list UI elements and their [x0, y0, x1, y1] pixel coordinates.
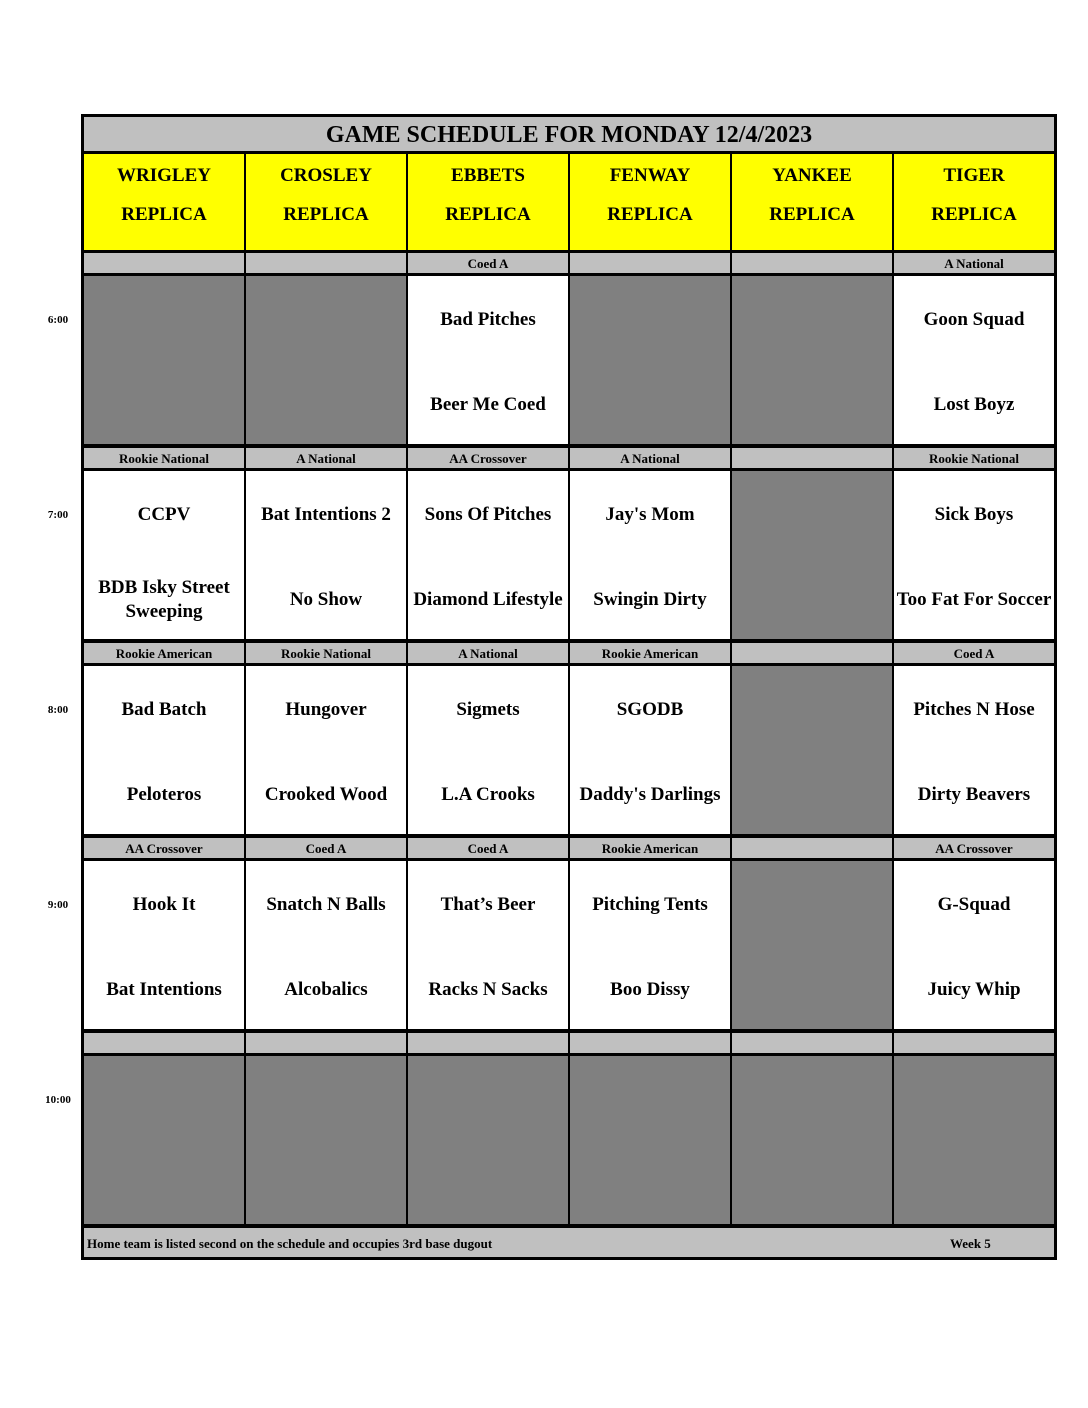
home-team-note: Home team is listed second on the schedule and occupies 3rd base dugout [87, 1236, 493, 1251]
time-labels [0, 0, 80, 1408]
division-label [246, 253, 406, 273]
time-label: 6:00 [47, 314, 69, 326]
away-team: Snatch N Balls [266, 894, 386, 915]
stadium-header [246, 154, 406, 250]
home-team: Alcobalics [284, 979, 368, 1000]
stadium-header [408, 154, 568, 250]
away-team: Goon Squad [923, 309, 1025, 330]
stadium-name: TIGER [943, 165, 1005, 186]
stadium-name: CROSLEY [280, 165, 372, 186]
time-label: 8:00 [47, 704, 69, 716]
time-label: 10:00 [45, 1094, 71, 1106]
stadium-subtitle: REPLICA [445, 204, 531, 225]
stadium-header [84, 154, 244, 250]
game-cell [408, 861, 568, 1029]
division-label: Coed A [246, 838, 406, 858]
game-cell [894, 666, 1054, 834]
division-label: AA Crossover [408, 448, 568, 468]
home-team: No Show [289, 589, 363, 610]
game-cell [84, 666, 244, 834]
week-label: Week 5 [950, 1236, 991, 1251]
empty-game-slot [732, 666, 892, 834]
division-label: A National [570, 448, 730, 468]
division-label: A National [246, 448, 406, 468]
division-label: Rookie American [570, 838, 730, 858]
home-team: Diamond Lifestyle [413, 589, 563, 610]
division-label [894, 1033, 1054, 1053]
away-team: Bad Batch [121, 699, 207, 720]
division-label [732, 643, 892, 663]
game-cell [408, 276, 568, 444]
division-label: AA Crossover [894, 838, 1054, 858]
division-label [732, 1033, 892, 1053]
home-team: Peloteros [126, 784, 202, 805]
empty-game-slot [732, 861, 892, 1029]
stadium-header [570, 154, 730, 250]
division-label: Rookie National [246, 643, 406, 663]
empty-game-slot [732, 471, 892, 639]
home-team: Dirty Beavers [917, 784, 1031, 805]
home-team: Bat Intentions [106, 979, 222, 1000]
division-label: Rookie American [84, 643, 244, 663]
empty-game-slot [246, 276, 406, 444]
division-label: AA Crossover [84, 838, 244, 858]
division-label [84, 253, 244, 273]
division-label: Coed A [894, 643, 1054, 663]
game-cell [246, 471, 406, 639]
away-team: Sick Boys [934, 504, 1014, 525]
away-team: That’s Beer [440, 894, 536, 915]
stadium-name: WRIGLEY [117, 165, 211, 186]
stadium-header [732, 154, 892, 250]
division-label: Coed A [408, 253, 568, 273]
division-label: A National [408, 643, 568, 663]
away-team: Hungover [285, 699, 367, 720]
game-cell [408, 471, 568, 639]
game-cell [246, 666, 406, 834]
empty-game-slot [894, 1056, 1054, 1224]
away-team: Pitching Tents [592, 894, 708, 915]
stadium-name: FENWAY [609, 165, 691, 186]
division-label: Rookie National [894, 448, 1054, 468]
game-cell [408, 666, 568, 834]
empty-game-slot [84, 276, 244, 444]
division-label: A National [894, 253, 1054, 273]
division-label: Rookie National [84, 448, 244, 468]
division-label: Rookie American [570, 643, 730, 663]
home-team: Too Fat For Soccer [896, 589, 1052, 610]
stadium-name: YANKEE [772, 165, 852, 186]
division-label [732, 253, 892, 273]
game-cell [894, 276, 1054, 444]
division-label: Coed A [408, 838, 568, 858]
time-label: 7:00 [47, 509, 69, 521]
away-team: Jay's Mom [605, 504, 695, 525]
schedule-title: GAME SCHEDULE FOR MONDAY 12/4/2023 [84, 117, 1054, 151]
empty-game-slot [246, 1056, 406, 1224]
away-team: Bad Pitches [440, 309, 536, 330]
empty-game-slot [570, 1056, 730, 1224]
home-team: Lost Boyz [933, 394, 1015, 415]
division-label [408, 1033, 568, 1053]
stadium-name: EBBETS [451, 165, 525, 186]
home-team: Racks N Sacks [428, 979, 548, 1000]
away-team: CCPV [137, 504, 191, 525]
division-label [732, 448, 892, 468]
game-cell [894, 861, 1054, 1029]
empty-game-slot [732, 276, 892, 444]
home-team: Juicy Whip [927, 979, 1021, 1000]
division-label [570, 1033, 730, 1053]
stadium-subtitle: REPLICA [607, 204, 693, 225]
game-cell [570, 861, 730, 1029]
game-cell [570, 666, 730, 834]
home-team: Swingin Dirty [593, 589, 707, 610]
home-team: Boo Dissy [610, 979, 690, 1000]
division-label [732, 838, 892, 858]
empty-game-slot [408, 1056, 568, 1224]
empty-game-slot [732, 1056, 892, 1224]
game-cell [894, 471, 1054, 639]
time-label: 9:00 [47, 899, 69, 911]
away-team: Sons Of Pitches [424, 504, 552, 525]
away-team: Bat Intentions 2 [261, 504, 391, 525]
home-team: L.A Crooks [441, 784, 535, 805]
stadium-subtitle: REPLICA [769, 204, 855, 225]
game-cell [246, 861, 406, 1029]
division-label [246, 1033, 406, 1053]
division-label [570, 253, 730, 273]
home-team: Crooked Wood [264, 784, 388, 805]
home-team: BDB Isky Street Sweeping [98, 577, 230, 622]
away-team: Pitches N Hose [913, 699, 1035, 720]
empty-game-slot [570, 276, 730, 444]
empty-game-slot [84, 1056, 244, 1224]
away-team: Hook It [132, 894, 196, 915]
game-cell [84, 471, 244, 639]
stadium-header [894, 154, 1054, 250]
stadium-subtitle: REPLICA [283, 204, 369, 225]
division-label [84, 1033, 244, 1053]
away-team: Sigmets [456, 699, 520, 720]
home-team: Daddy's Darlings [579, 784, 721, 805]
game-cell [570, 471, 730, 639]
away-team: SGODB [616, 699, 684, 720]
stadium-subtitle: REPLICA [931, 204, 1017, 225]
schedule-footer [84, 1228, 1054, 1257]
schedule-table [81, 114, 1057, 1260]
stadium-subtitle: REPLICA [121, 204, 207, 225]
game-cell [84, 861, 244, 1029]
home-team: Beer Me Coed [430, 394, 546, 415]
away-team: G-Squad [937, 894, 1011, 915]
